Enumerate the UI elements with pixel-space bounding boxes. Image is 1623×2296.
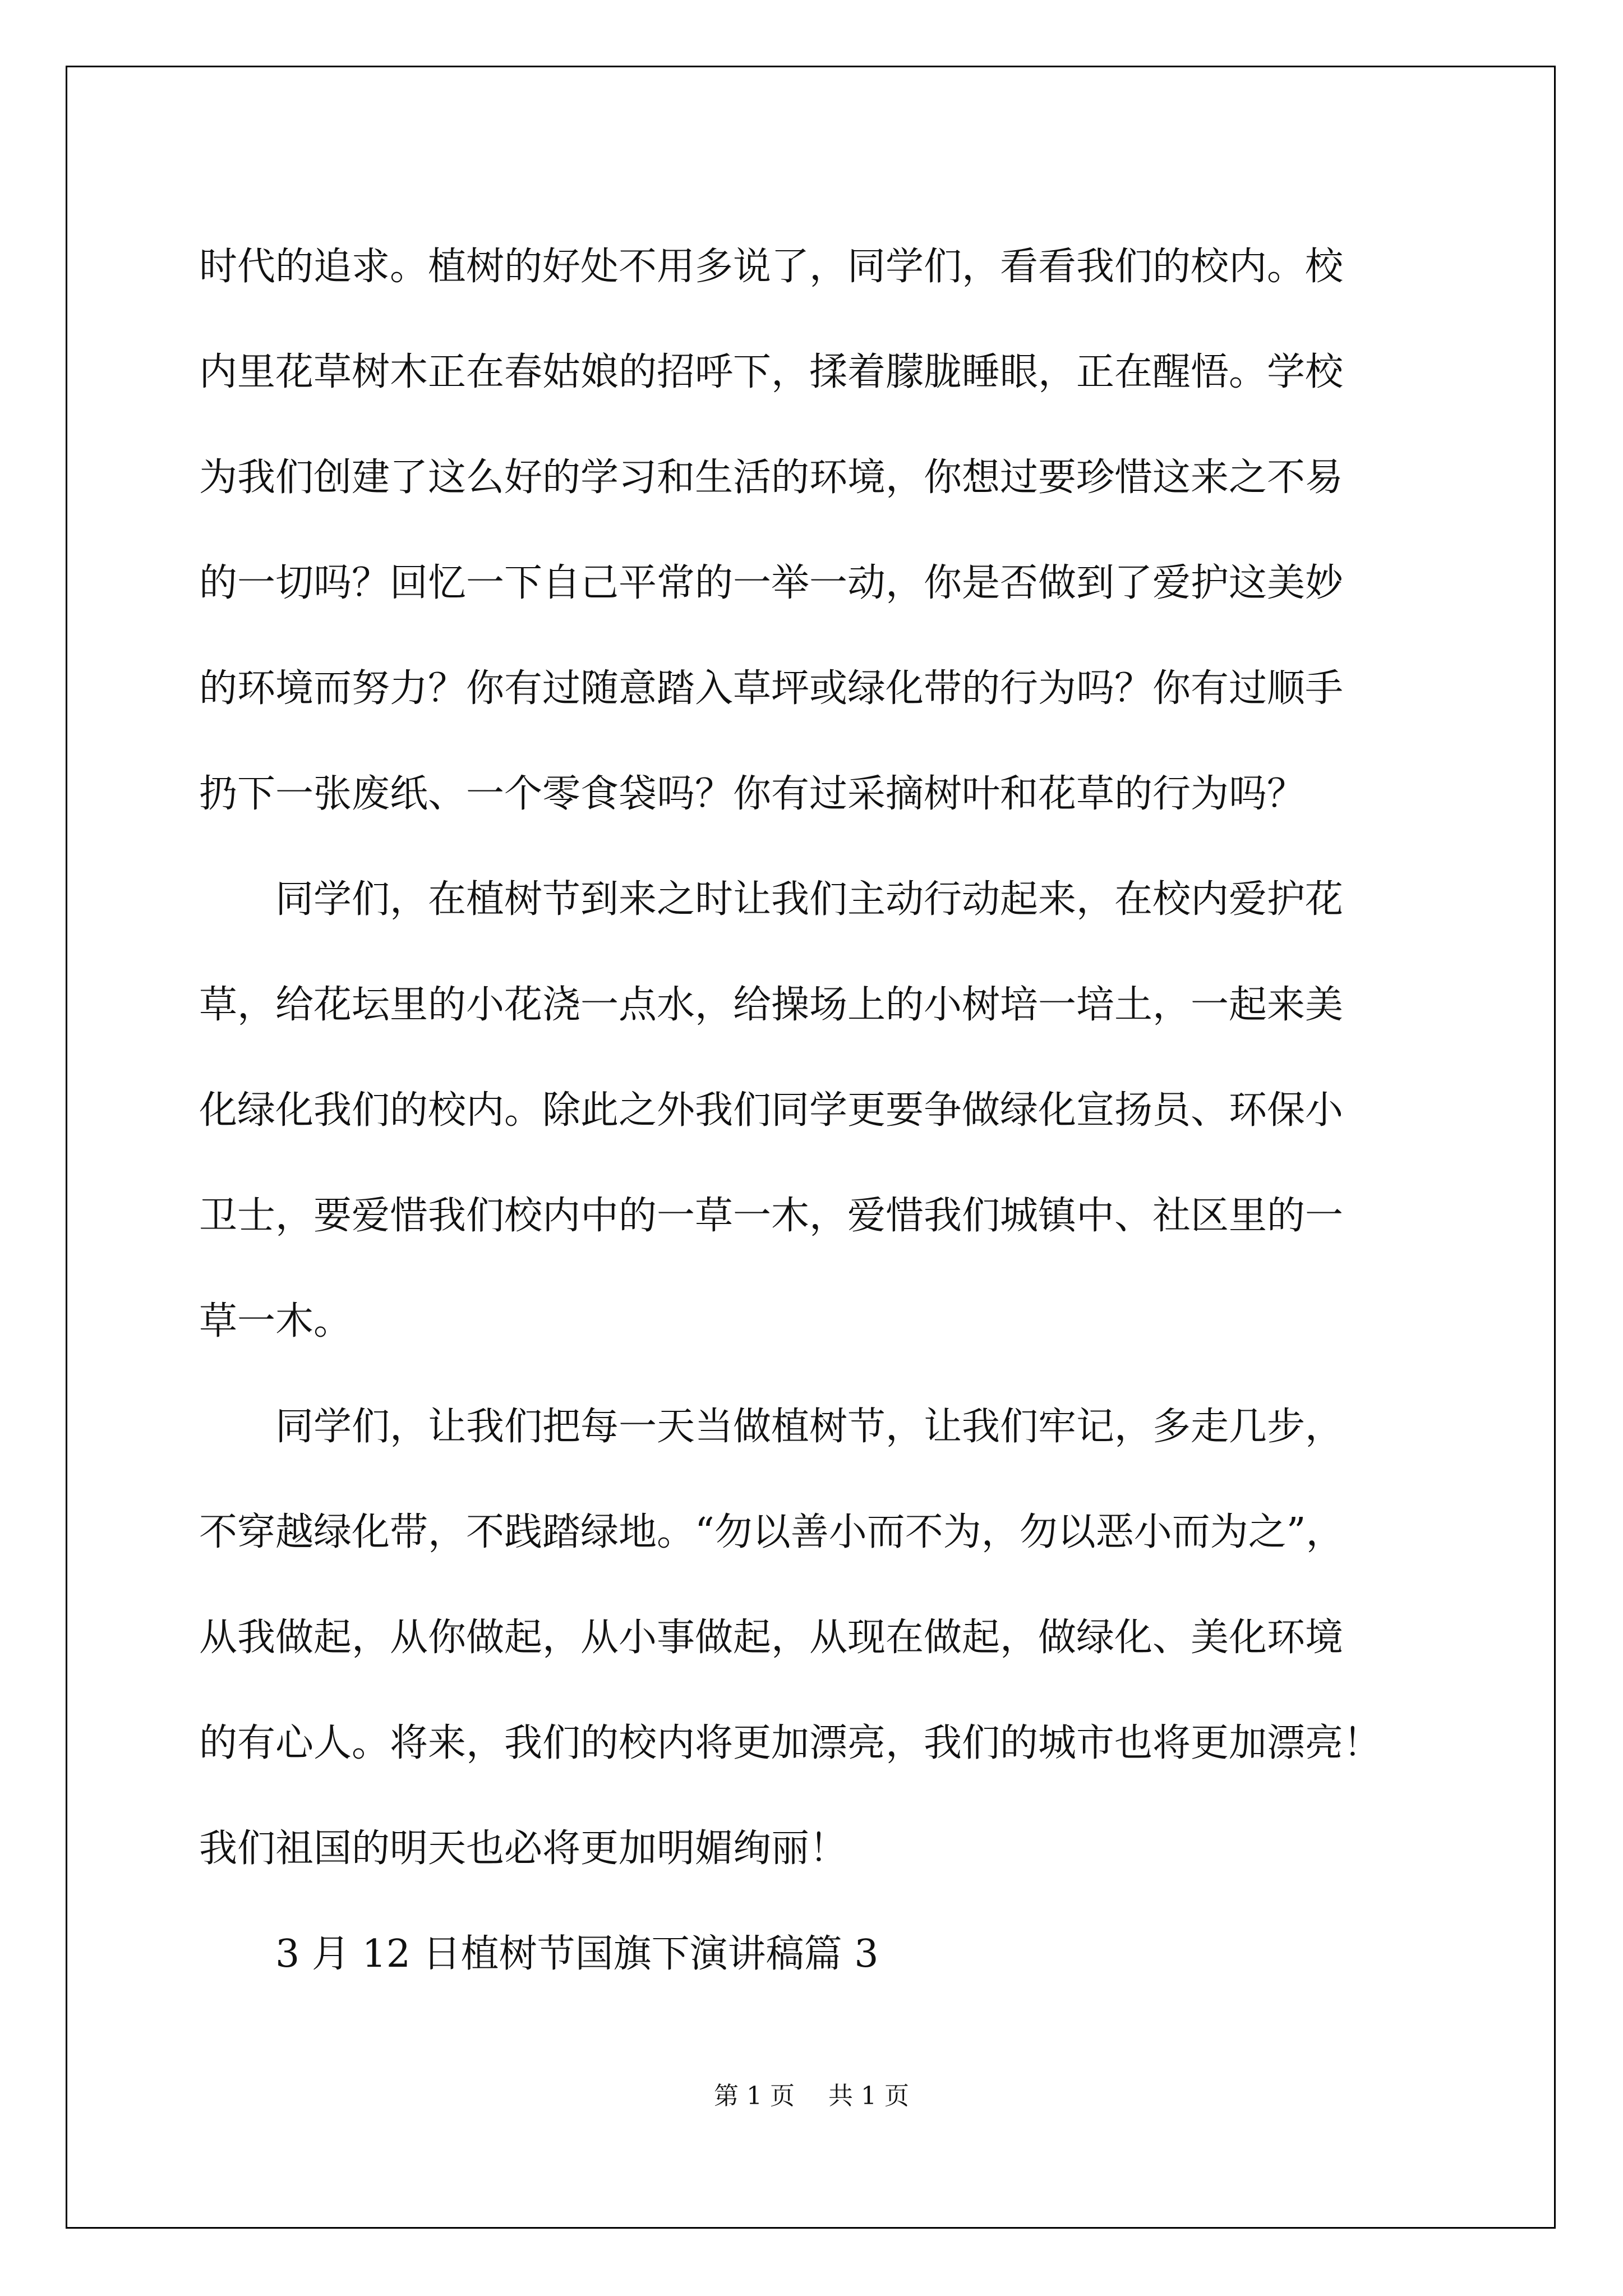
document-body: [199, 214, 1422, 2007]
page-footer: [0, 2076, 1623, 2111]
paragraph-1: 时代的追求。植树的好处不用多说了，同学们，看看我们的校内。校 内里花草树木正在春姑娘的招呼下，揉着朦胧睡眼，正在醒悟。学校 为我们创建了这么好的学习和生活的环境，你想过要珍惜这来之不易 的一切吗？回忆一下自己平常的一举一动，你是否做到了爱护这美妙 的环境而努力？你有过随意踏入草坪或绿化带的行为吗？你有过顺手 扔下一张废纸、一个零食袋吗？你有过采摘树叶和花草的行为吗？: [199, 245, 1344, 816]
page-number-current: 第 1 页: [714, 2082, 795, 2110]
page-number-total: 共 1 页: [828, 2082, 909, 2110]
paragraph-2: 同学们，在植树节到来之时让我们主动行动起来，在校内爱护花 草，给花坛里的小花浇一点水，给操场上的小树培一培土，一起来美 化绿化我们的校内。除此之外我们同学更要争做绿化宣扬员、环保小 卫士，要爱惜我们校内中的一草一木，爱惜我们城镇中、社区里的一 草一木。: [199, 877, 1344, 1343]
section-heading: 3 月 12 日植树节国旗下演讲稿篇 3: [275, 1932, 879, 1976]
paragraph-3: 同学们，让我们把每一天当做植树节，让我们牢记，多走几步， 不穿越绿化带，不践踏绿地。“勿以善小而不为，勿以恶小而为之”， 从我做起，从你做起，从小事做起，从现在做起，做绿化、美化环境 的有心人。将来，我们的校内将更加漂亮，我们的城市也将更加漂亮！ 我们祖国的明天也必将更加明媚绚丽！: [199, 1405, 1382, 1871]
